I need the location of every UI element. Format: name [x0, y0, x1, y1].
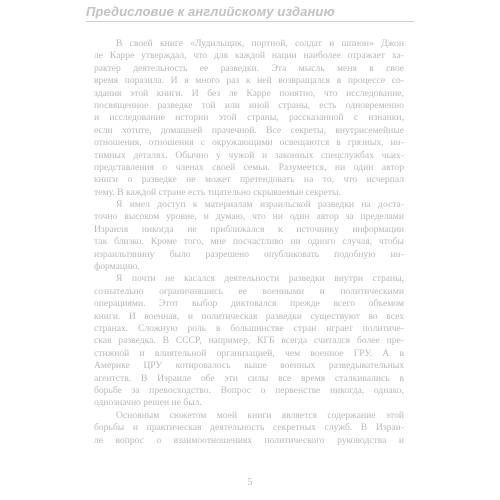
text-line: отношения, отношения с окружающими освещаются в грязных, ин- [94, 137, 404, 149]
body-text [94, 38, 404, 447]
text-line: книги. И военная, и политическая разведки существуют во всех [94, 310, 404, 322]
text-line: ле Карре утверждал, что для каждой нации наиболее отражает ха- [94, 50, 404, 62]
text-line: операциями. Этот выбор диктовался прежде всего объемом [94, 298, 404, 310]
text-line: В своей книге «Лудильщик, портной, солдат и шпион» Джон [116, 38, 404, 49]
text-line: сознательно ограничившись ее военными и политическими [94, 285, 404, 297]
text-line: точно высоком уровне, и думаю, что ни один автор за пределами [94, 211, 404, 223]
text-line: время поразила. И я много раз к ней возвращался в процессе со- [94, 75, 404, 87]
text-line: Израиля никогда не приближался к источнику информации [94, 223, 404, 235]
page-number: 5 [247, 477, 253, 488]
text-line: формацию. [94, 261, 140, 273]
text-line: странах. Сложную роль в большинстве стран играет политиче- [94, 322, 404, 334]
text-line: книги о разведке не может претендовать на то, что исчерпал [94, 174, 404, 186]
text-line: и исследование истории этой страны, рассказанной с изнанки, [94, 112, 404, 124]
text-line: здания этой книги. И без ле Карре понятно, что исследование, [94, 87, 404, 99]
text-line: борьбы и практическая деятельность секретных служб. В Израи- [94, 422, 404, 434]
running-head: Предисловие к английскому изданию [86, 4, 335, 19]
text-line: если хотите, домашней прачечной. Все секреты, внутрисемейные [94, 124, 404, 136]
text-line: Я почти не касался деятельности разведки внутри страны, [116, 273, 404, 285]
text-line: представления о членах своей семьи. Разумеется, ни один автор [94, 161, 404, 173]
text-line: ле вопрос о взаимоотношениях политического руководства и [94, 434, 404, 446]
text-line: стижной и влиятельной организацией, чем военное ГРУ. А в [94, 347, 404, 359]
text-line: тему. В каждой стране есть тщательно скрываемые секреты. [94, 186, 341, 198]
header-rule [86, 21, 414, 22]
text-line: ская разведка. В СССР, например, КГБ всегда считался более пре- [94, 335, 404, 347]
text-line: борьбе за превосходство. Вопрос о первенстве никогда, однако, [94, 384, 404, 396]
text-line: так близко. Кроме того, мне посчастливо ни одного случая, чтобы [94, 236, 404, 248]
text-line: Америке ЦРУ котировалось выше военных разведывательных [94, 360, 404, 372]
text-line: тимных деталях. Обычно у чужой и законных спецслужбах чьих- [94, 149, 404, 161]
text-line: Основным сюжетом моей книги является содержание этой [116, 409, 404, 421]
text-line: израильтянину было разрешено опубликовать подобную ин- [94, 248, 404, 260]
text-line: рактер деятельность ее разведки. Эта мысль меня в свое [94, 62, 404, 74]
text-line: Я имел доступ к материалам израильской разведки на доста- [116, 199, 404, 211]
text-line: агентств. В Израиле обе эти силы все время сталкивались в [94, 372, 404, 384]
text-line: однозначно решен не был. [94, 397, 202, 409]
text-line: посвященное разведке той или иной страны, есть одновременно [94, 99, 404, 111]
